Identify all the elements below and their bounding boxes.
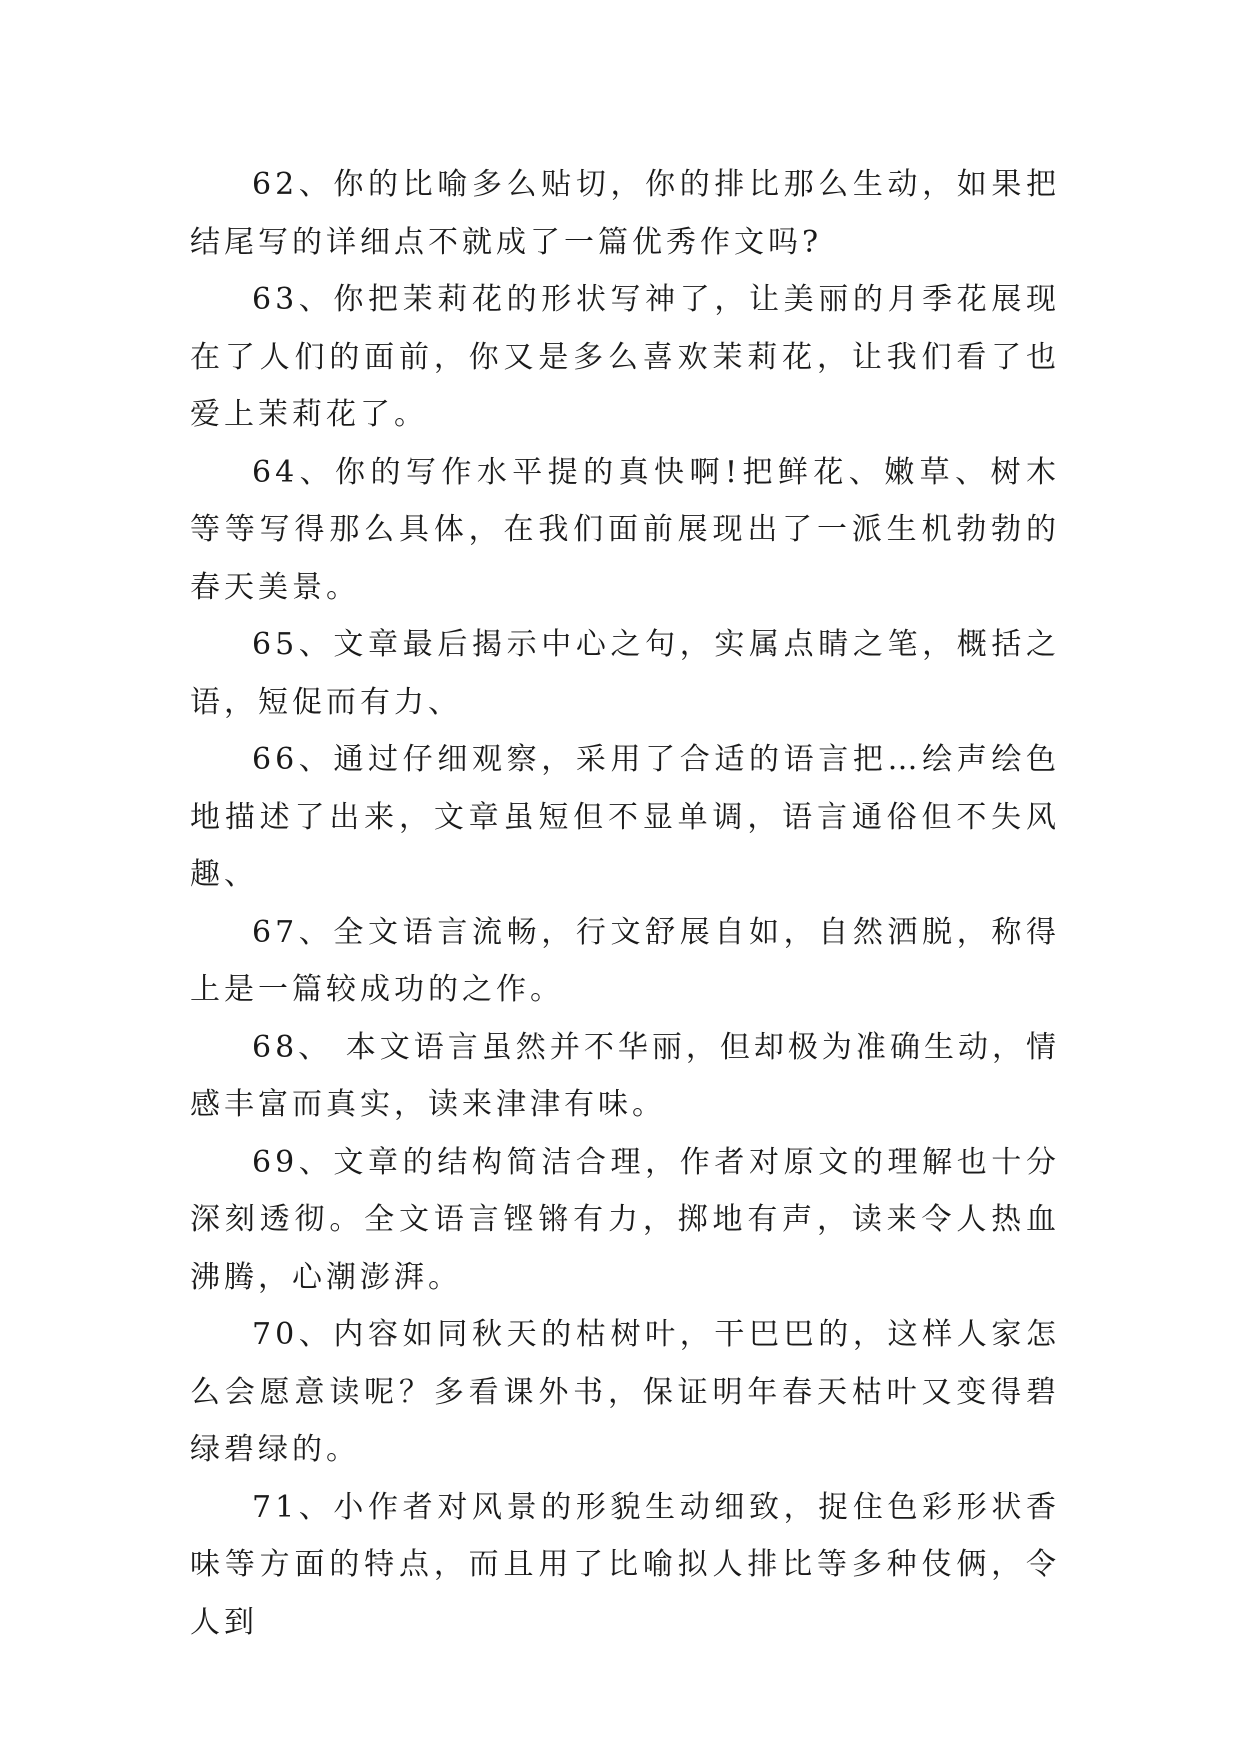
paragraph-67: 67、全文语言流畅，行文舒展自如，自然洒脱，称得上是一篇较成功的之作。 <box>190 914 1060 1007</box>
paragraph-66: 66、通过仔细观察，采用了合适的语言把…绘声绘色地描述了出来，文章虽短但不显单调，语言通俗但不失风趣、 <box>190 742 1060 892</box>
paragraph-71: 71、小作者对风景的形貌生动细致，捉住色彩形状香味等方面的特点，而且用了比喻拟人排比等多种伎俩，令人到 <box>190 1489 1060 1640</box>
paragraph-65: 65、文章最后揭示中心之句，实属点睛之笔，概括之语，短促而有力、 <box>190 627 1060 720</box>
document-body <box>190 156 1060 1651</box>
paragraph-62: 62、你的比喻多么贴切，你的排比那么生动，如果把结尾写的详细点不就成了一篇优秀作文吗? <box>190 167 1060 260</box>
paragraph-70: 70、内容如同秋天的枯树叶，干巴巴的，这样人家怎么会愿意读呢？多看课外书，保证明年春天枯叶又变得碧绿碧绿的。 <box>190 1317 1060 1467</box>
paragraph-64: 64、你的写作水平提的真快啊!把鲜花、嫩草、树木等等写得那么具体，在我们面前展现出了一派生机勃勃的春天美景。 <box>190 454 1060 605</box>
paragraph-68: 68、 本文语言虽然并不华丽，但却极为准确生动，情感丰富而真实，读来津津有味。 <box>190 1029 1060 1122</box>
paragraph-63: 63、你把茉莉花的形状写神了，让美丽的月季花展现在了人们的面前，你又是多么喜欢茉莉花，让我们看了也爱上茉莉花了。 <box>190 282 1060 432</box>
paragraph-69: 69、文章的结构简洁合理，作者对原文的理解也十分深刻透彻。全文语言铿锵有力，掷地有声，读来令人热血沸腾，心潮澎湃。 <box>190 1144 1060 1295</box>
